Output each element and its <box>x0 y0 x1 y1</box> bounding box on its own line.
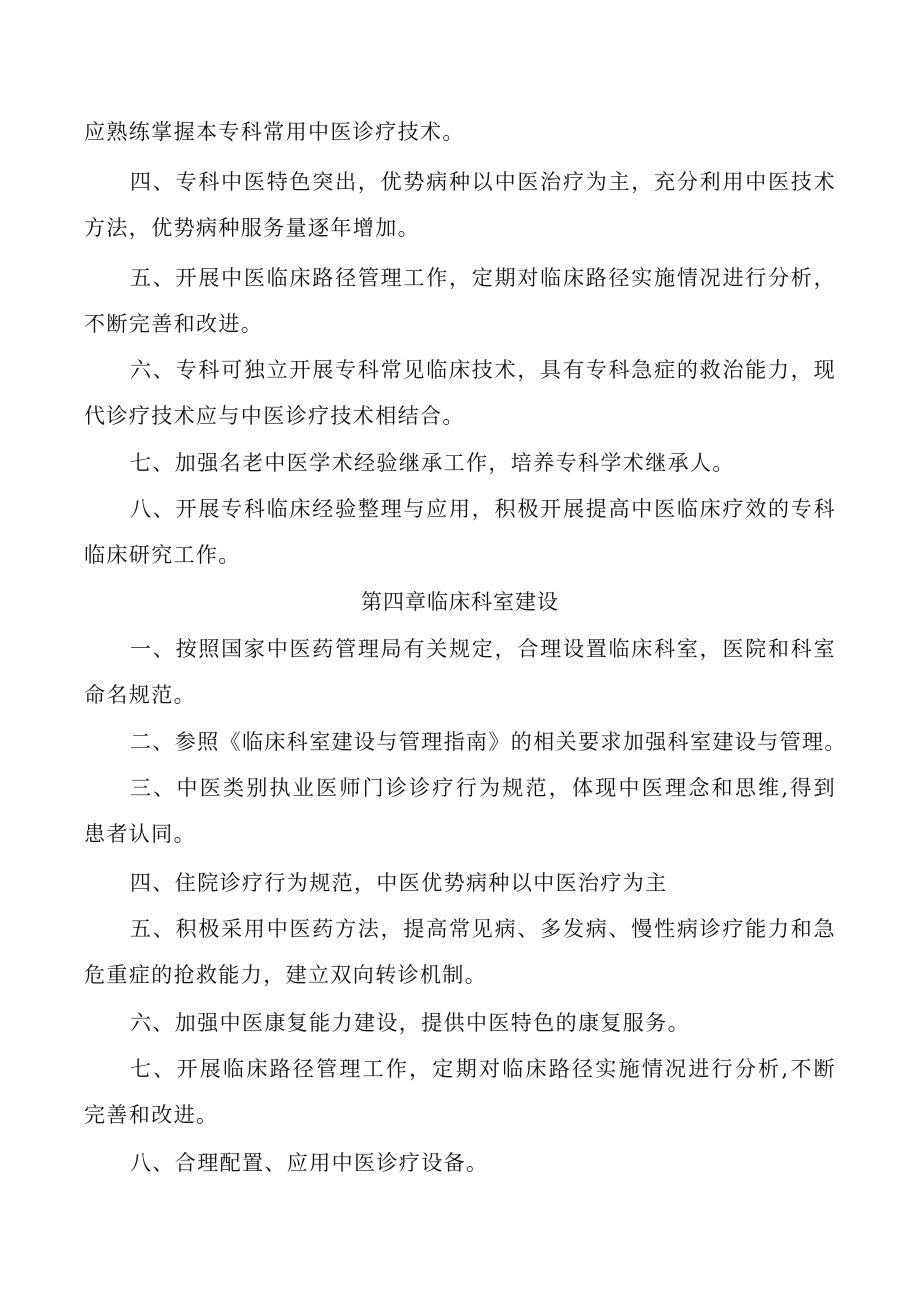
chapter-title: 第四章临床科室建设 <box>361 590 559 614</box>
paragraph-line: 八、开展专科临床经验整理与应用，积极开展提高中医临床疗效的专科 <box>130 497 836 521</box>
paragraph-line: 一、按照国家中医药管理局有关规定，合理设置临床科室，医院和科室 <box>130 637 836 661</box>
paragraph-line: 二、参照《临床科室建设与管理指南》的相关要求加强科室建设与管理。 <box>130 730 847 754</box>
paragraph-line: 危重症的抢救能力，建立双向转诊机制。 <box>84 963 488 987</box>
paragraph-line: 五、开展中医临床路径管理工作，定期对临床路径实施情况进行分析， <box>130 266 836 290</box>
paragraph-line: 患者认同。 <box>84 822 196 846</box>
paragraph-line: 临床研究工作。 <box>84 543 241 567</box>
paragraph-line: 七、加强名老中医学术经验继承工作，培养专科学术继承人。 <box>130 451 735 475</box>
paragraph-line: 四、专科中医特色突出，优势病种以中医治疗为主，充分利用中医技术 <box>130 170 836 194</box>
paragraph-line: 七、开展临床路径管理工作，定期对临床路径实施情况进行分析,不断 <box>130 1057 836 1081</box>
paragraph-line: 代诊疗技术应与中医诊疗技术相结合。 <box>84 404 465 428</box>
paragraph-line: 应熟练掌握本专科常用中医诊疗技术。 <box>84 120 465 144</box>
paragraph-line: 八、合理配置、应用中医诊疗设备。 <box>130 1151 489 1175</box>
paragraph-line: 三、中医类别执业医师门诊诊疗行为规范，体现中医理念和思维,得到 <box>130 776 836 800</box>
paragraph-line: 四、住院诊疗行为规范，中医优势病种以中医治疗为主 <box>130 871 668 895</box>
paragraph-line: 方法，优势病种服务量逐年增加。 <box>84 216 420 240</box>
paragraph-line: 五、积极采用中医药方法，提高常见病、多发病、慢性病诊疗能力和急 <box>130 917 836 941</box>
paragraph-line: 六、加强中医康复能力建设，提供中医特色的康复服务。 <box>130 1011 690 1035</box>
paragraph-line: 六、专科可独立开展专科常见临床技术，具有专科急症的救治能力，现 <box>130 358 836 382</box>
paragraph-line: 不断完善和改进。 <box>84 312 264 336</box>
paragraph-line: 命名规范。 <box>84 683 196 707</box>
paragraph-line: 完善和改进。 <box>84 1103 219 1127</box>
